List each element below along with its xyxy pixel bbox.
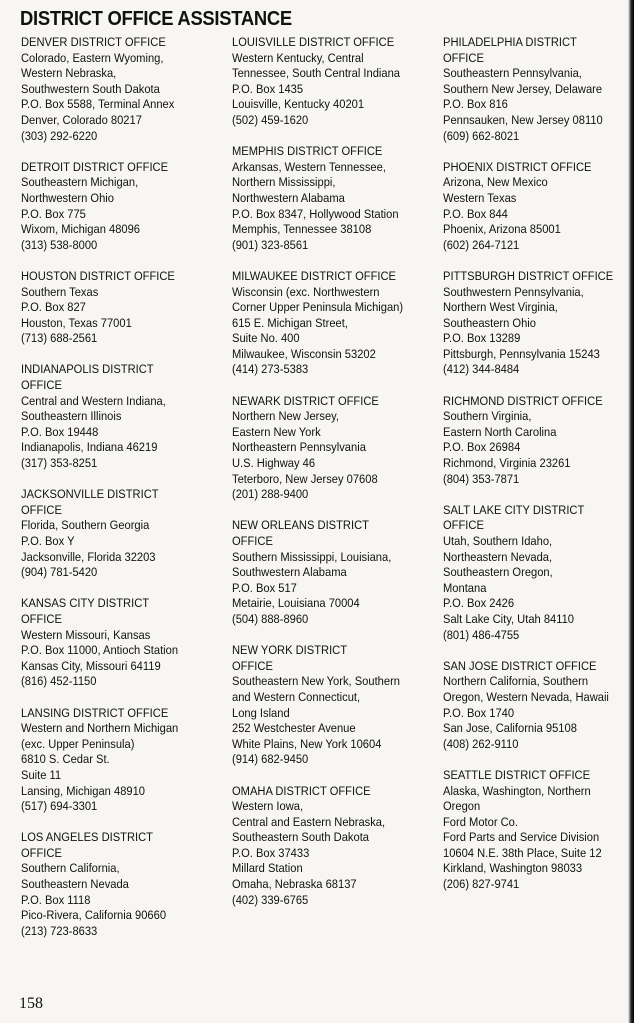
office-detail-line: P.O. Box 816 bbox=[443, 97, 508, 112]
office-detail-line: Northwestern Alabama bbox=[232, 190, 345, 205]
office-heading: SALT LAKE CITY DISTRICT bbox=[443, 502, 585, 517]
office-detail-line: Northeastern Nevada, bbox=[443, 549, 553, 564]
office-detail-line: San Jose, California 95108 bbox=[443, 721, 577, 736]
office-detail-line: Central and Western Indiana, bbox=[21, 393, 166, 408]
office-detail-line: (502) 459-1620 bbox=[232, 112, 309, 127]
district-office-entry bbox=[21, 35, 226, 144]
office-detail-line: Jacksonville, Florida 32203 bbox=[21, 549, 156, 564]
office-detail-line: 10604 N.E. 38th Place, Suite 12 bbox=[443, 845, 602, 860]
office-heading: SEATTLE DISTRICT OFFICE bbox=[443, 767, 591, 782]
office-detail-line: 252 Westchester Avenue bbox=[232, 721, 356, 736]
district-office-entry bbox=[443, 269, 634, 378]
office-detail-line: P.O. Box 827 bbox=[21, 300, 86, 315]
office-detail-line: Northeastern Pennsylvania bbox=[232, 440, 366, 455]
office-detail-line: OFFICE bbox=[443, 50, 484, 65]
office-heading: NEWARK DISTRICT OFFICE bbox=[232, 393, 379, 408]
office-detail-line: Wisconsin (exc. Northwestern bbox=[232, 284, 380, 299]
office-detail-line: Western Nebraska, bbox=[21, 66, 117, 81]
office-detail-line: Southeastern Pennsylvania, bbox=[443, 66, 582, 81]
office-detail-line: (904) 781-5420 bbox=[21, 565, 98, 580]
office-detail-line: Louisville, Kentucky 40201 bbox=[232, 97, 365, 112]
office-detail-line: Ford Motor Co. bbox=[443, 814, 518, 829]
office-detail-line: Long Island bbox=[232, 705, 290, 720]
office-detail-line: P.O. Box 26984 bbox=[443, 440, 521, 455]
district-office-entry bbox=[232, 518, 437, 627]
office-detail-line: (414) 273-5383 bbox=[232, 362, 309, 377]
office-detail-line: (504) 888-8960 bbox=[232, 611, 309, 626]
office-detail-line: OFFICE bbox=[21, 611, 62, 626]
office-heading: MILWAUKEE DISTRICT OFFICE bbox=[232, 268, 396, 283]
office-detail-line: Richmond, Virginia 23261 bbox=[443, 456, 571, 471]
office-detail-line: Northern West Virginia, bbox=[443, 300, 558, 315]
office-detail-line: Corner Upper Peninsula Michigan) bbox=[232, 300, 404, 315]
office-heading: DETROIT DISTRICT OFFICE bbox=[21, 159, 169, 174]
office-detail-line: Omaha, Nebraska 68137 bbox=[232, 877, 357, 892]
office-detail-line: P.O. Box 5588, Terminal Annex bbox=[21, 97, 175, 112]
office-detail-line: P.O. Box 37433 bbox=[232, 845, 310, 860]
office-detail-line: Colorado, Eastern Wyoming, bbox=[21, 50, 164, 65]
office-heading: SAN JOSE DISTRICT OFFICE bbox=[443, 658, 597, 673]
office-detail-line: Southeastern Nevada bbox=[21, 877, 129, 892]
office-detail-line: Pennsauken, New Jersey 08110 bbox=[443, 112, 603, 127]
office-detail-line: Pittsburgh, Pennsylvania 15243 bbox=[443, 346, 600, 361]
office-detail-line: Oregon, Western Nevada, Hawaii bbox=[443, 689, 609, 704]
district-office-entry bbox=[21, 706, 226, 815]
office-detail-line: Southern Virginia, bbox=[443, 409, 532, 424]
column-3 bbox=[443, 35, 634, 908]
office-detail-line: Western Iowa, bbox=[232, 799, 304, 814]
office-detail-line: (713) 688-2561 bbox=[21, 331, 98, 346]
office-detail-line: Southeastern Ohio bbox=[443, 315, 536, 330]
page-number: 158 bbox=[19, 995, 43, 1012]
office-detail-line: Milwaukee, Wisconsin 53202 bbox=[232, 346, 376, 361]
office-detail-line: Teterboro, New Jersey 07608 bbox=[232, 471, 378, 486]
office-detail-line: Southwestern South Dakota bbox=[21, 81, 160, 96]
office-detail-line: (313) 538-8000 bbox=[21, 237, 98, 252]
office-detail-line: Southern Texas bbox=[21, 284, 99, 299]
office-detail-line: Memphis, Tennessee 38108 bbox=[232, 222, 372, 237]
office-detail-line: Kansas City, Missouri 64119 bbox=[21, 658, 161, 673]
office-detail-line: Northern New Jersey, bbox=[232, 409, 340, 424]
office-heading: NEW ORLEANS DISTRICT bbox=[232, 518, 369, 533]
office-detail-line: (213) 723-8633 bbox=[21, 923, 98, 938]
office-detail-line: 615 E. Michigan Street, bbox=[232, 315, 348, 330]
office-detail-line: P.O. Box Y bbox=[21, 534, 75, 548]
office-detail-line: (517) 694-3301 bbox=[21, 799, 98, 814]
office-detail-line: Southwestern Pennsylvania, bbox=[443, 284, 584, 299]
district-office-entry bbox=[443, 394, 634, 488]
office-detail-line: Suite No. 400 bbox=[232, 331, 300, 346]
page-edge-shadow bbox=[628, 0, 634, 1023]
district-office-entry bbox=[232, 269, 437, 378]
office-detail-line: (816) 452-1150 bbox=[21, 674, 97, 689]
office-heading: NEW YORK DISTRICT bbox=[232, 643, 348, 658]
district-office-entry bbox=[232, 784, 437, 909]
office-detail-line: P.O. Box 517 bbox=[232, 580, 297, 595]
office-detail-line: (201) 288-9400 bbox=[232, 487, 309, 502]
office-detail-line: White Plains, New York 10604 bbox=[232, 736, 382, 751]
office-detail-line: Northern Mississippi, bbox=[232, 175, 336, 190]
office-detail-line: P.O. Box 19448 bbox=[21, 424, 99, 439]
office-detail-line: (317) 353-8251 bbox=[21, 456, 98, 471]
office-detail-line: P.O. Box 2426 bbox=[443, 596, 515, 611]
office-heading: JACKSONVILLE DISTRICT bbox=[21, 487, 159, 502]
office-detail-line: Western Missouri, Kansas bbox=[21, 627, 151, 642]
district-office-entry bbox=[232, 144, 437, 253]
office-heading: LOUISVILLE DISTRICT OFFICE bbox=[232, 35, 395, 49]
office-detail-line: Arizona, New Mexico bbox=[443, 175, 548, 190]
office-detail-line: Salt Lake City, Utah 84110 bbox=[443, 611, 575, 626]
office-detail-line: U.S. Highway 46 bbox=[232, 456, 316, 471]
office-detail-line: (804) 353-7871 bbox=[443, 471, 520, 486]
office-detail-line: Northern California, Southern bbox=[443, 674, 589, 689]
office-detail-line: OFFICE bbox=[232, 534, 273, 548]
office-detail-line: Kirkland, Washington 98033 bbox=[443, 861, 583, 876]
office-detail-line: (801) 486-4755 bbox=[443, 627, 520, 642]
office-detail-line: and Western Connecticut, bbox=[232, 689, 361, 704]
district-office-entry bbox=[21, 160, 226, 254]
office-detail-line: OFFICE bbox=[232, 658, 273, 673]
office-detail-line: Alaska, Washington, Northern bbox=[443, 783, 591, 798]
office-detail-line: Southeastern Oregon, bbox=[443, 565, 553, 580]
office-detail-line: (206) 827-9741 bbox=[443, 877, 520, 892]
office-detail-line: Metairie, Louisiana 70004 bbox=[232, 596, 360, 611]
office-detail-line: Northwestern Ohio bbox=[21, 190, 114, 205]
office-heading: DENVER DISTRICT OFFICE bbox=[21, 35, 166, 49]
office-heading: LANSING DISTRICT OFFICE bbox=[21, 705, 169, 720]
office-detail-line: (901) 323-8561 bbox=[232, 237, 309, 252]
district-office-entry bbox=[443, 160, 634, 254]
district-office-entry bbox=[21, 596, 226, 690]
office-detail-line: Eastern New York bbox=[232, 424, 321, 439]
office-detail-line: (609) 662-8021 bbox=[443, 128, 520, 143]
office-detail-line: Southern California, bbox=[21, 861, 120, 876]
district-office-entry bbox=[232, 643, 437, 768]
district-office-entry bbox=[443, 768, 634, 893]
office-detail-line: Indianapolis, Indiana 46219 bbox=[21, 440, 158, 455]
column-1 bbox=[21, 35, 226, 955]
office-heading: HOUSTON DISTRICT OFFICE bbox=[21, 268, 175, 283]
district-office-entry bbox=[443, 35, 634, 144]
office-heading: INDIANAPOLIS DISTRICT bbox=[21, 362, 154, 377]
office-detail-line: Phoenix, Arizona 85001 bbox=[443, 222, 561, 237]
office-detail-line: Suite 11 bbox=[21, 767, 62, 782]
office-detail-line: (303) 292-6220 bbox=[21, 128, 98, 143]
district-office-entry bbox=[21, 362, 226, 471]
office-detail-line: (408) 262-9110 bbox=[443, 736, 519, 751]
district-office-entry bbox=[21, 269, 226, 347]
office-detail-line: 6810 S. Cedar St. bbox=[21, 752, 110, 767]
office-detail-line: P.O. Box 13289 bbox=[443, 331, 521, 346]
district-office-entry bbox=[21, 830, 226, 939]
office-detail-line: (412) 344-8484 bbox=[443, 362, 520, 377]
column-2 bbox=[232, 35, 437, 924]
office-detail-line: Arkansas, Western Tennessee, bbox=[232, 159, 386, 174]
office-detail-line: P.O. Box 11000, Antioch Station bbox=[21, 643, 179, 658]
office-detail-line: P.O. Box 1740 bbox=[443, 705, 515, 720]
district-office-entry bbox=[443, 503, 634, 643]
office-heading: RICHMOND DISTRICT OFFICE bbox=[443, 393, 603, 408]
office-detail-line: Southeastern Michigan, bbox=[21, 175, 139, 190]
office-heading: KANSAS CITY DISTRICT bbox=[21, 596, 150, 611]
office-detail-line: Western Texas bbox=[443, 190, 517, 205]
office-detail-line: P.O. Box 844 bbox=[443, 206, 508, 221]
district-office-entry bbox=[443, 659, 634, 753]
office-detail-line: Central and Eastern Nebraska, bbox=[232, 814, 386, 829]
district-office-entry bbox=[232, 35, 437, 129]
office-detail-line: Pico-Rivera, California 90660 bbox=[21, 908, 167, 923]
office-detail-line: (402) 339-6765 bbox=[232, 892, 309, 907]
office-detail-line: OFFICE bbox=[21, 502, 62, 517]
office-detail-line: Utah, Southern Idaho, bbox=[443, 534, 553, 548]
office-detail-line: OFFICE bbox=[443, 518, 484, 533]
office-detail-line: Southeastern Illinois bbox=[21, 409, 122, 424]
office-detail-line: Wixom, Michigan 48096 bbox=[21, 222, 141, 237]
office-heading: OMAHA DISTRICT OFFICE bbox=[232, 783, 371, 798]
office-detail-line: Florida, Southern Georgia bbox=[21, 518, 150, 533]
office-detail-line: P.O. Box 1118 bbox=[21, 892, 91, 907]
office-detail-line: Southern Mississippi, Louisiana, bbox=[232, 549, 392, 564]
office-detail-line: Western Kentucky, Central bbox=[232, 50, 364, 65]
office-detail-line: Southwestern Alabama bbox=[232, 565, 347, 580]
office-detail-line: Lansing, Michigan 48910 bbox=[21, 783, 146, 798]
office-detail-line: (602) 264-7121 bbox=[443, 237, 520, 252]
office-detail-line: Millard Station bbox=[232, 861, 303, 876]
office-detail-line: Southern New Jersey, Delaware bbox=[443, 81, 603, 96]
office-detail-line: Oregon bbox=[443, 799, 481, 814]
office-detail-line: Southeastern New York, Southern bbox=[232, 674, 401, 689]
office-detail-line: Montana bbox=[443, 580, 487, 595]
office-detail-line: (914) 682-9450 bbox=[232, 752, 309, 767]
office-detail-line: Ford Parts and Service Division bbox=[443, 830, 600, 845]
district-office-entry bbox=[21, 487, 226, 581]
office-detail-line: Western and Northern Michigan bbox=[21, 721, 179, 736]
office-detail-line: P.O. Box 1435 bbox=[232, 81, 304, 96]
office-detail-line: Eastern North Carolina bbox=[443, 424, 557, 439]
page-title: DISTRICT OFFICE ASSISTANCE bbox=[20, 8, 292, 30]
office-heading: PHOENIX DISTRICT OFFICE bbox=[443, 159, 592, 174]
office-detail-line: OFFICE bbox=[21, 378, 62, 393]
district-office-entry bbox=[232, 394, 437, 503]
office-detail-line: (exc. Upper Peninsula) bbox=[21, 736, 135, 751]
office-detail-line: Denver, Colorado 80217 bbox=[21, 112, 142, 127]
office-heading: PITTSBURGH DISTRICT OFFICE bbox=[443, 268, 614, 283]
office-detail-line: P.O. Box 775 bbox=[21, 206, 86, 221]
office-detail-line: Southeastern South Dakota bbox=[232, 830, 370, 845]
office-heading: MEMPHIS DISTRICT OFFICE bbox=[232, 144, 383, 159]
office-detail-line: OFFICE bbox=[21, 845, 62, 860]
office-detail-line: Houston, Texas 77001 bbox=[21, 315, 132, 330]
office-heading: LOS ANGELES DISTRICT bbox=[21, 830, 154, 845]
office-detail-line: P.O. Box 8347, Hollywood Station bbox=[232, 206, 399, 221]
office-detail-line: Tennessee, South Central Indiana bbox=[232, 66, 401, 81]
office-heading: PHILADELPHIA DISTRICT bbox=[443, 35, 577, 49]
